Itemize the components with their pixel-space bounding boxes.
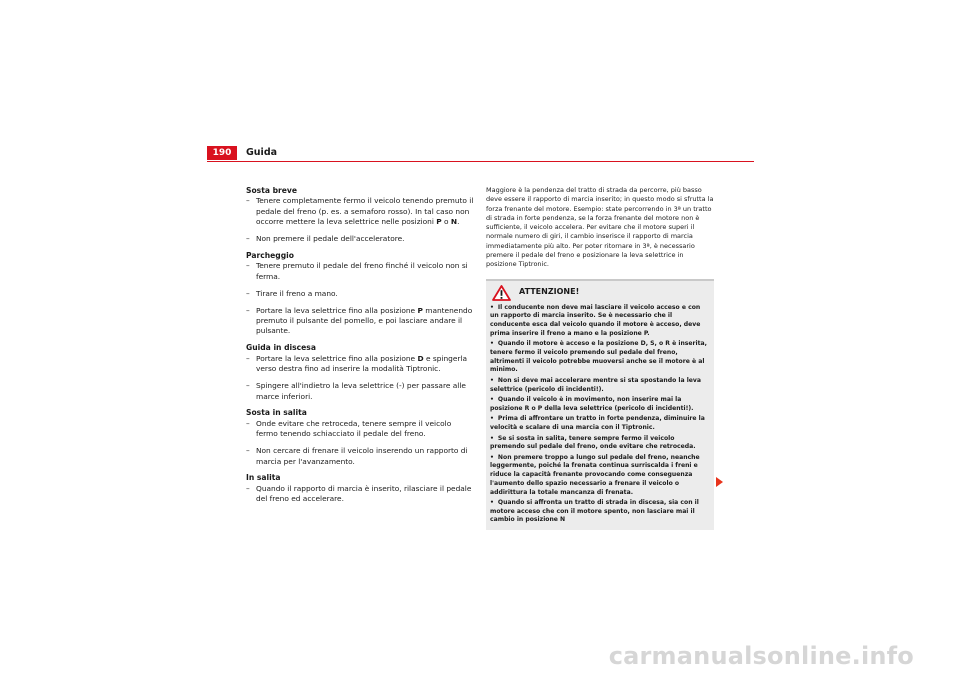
dash-bullet: –	[246, 446, 250, 456]
warning-item	[490, 499, 710, 525]
dash-bullet: –	[246, 483, 250, 493]
section-title: In salita	[246, 473, 281, 483]
item-text: Non premere il pedale dell'acceleratore.	[256, 234, 405, 244]
dash-bullet: –	[246, 234, 250, 244]
dash-bullet: –	[246, 196, 250, 206]
warning-item	[490, 304, 710, 339]
warning-item-text: Quando il veicolo è in movimento, non inserire mai la posizione R o P della leva selettrice (pericolo di incidenti!).	[490, 396, 694, 412]
warning-list	[490, 304, 710, 525]
warning-bullet: •	[490, 499, 494, 507]
list-item	[246, 289, 474, 299]
warning-title: ATTENZIONE!	[519, 287, 580, 297]
warning-bullet: •	[490, 415, 494, 423]
gear-key: D	[417, 353, 424, 363]
list-item	[246, 306, 474, 337]
header-rule	[207, 161, 754, 162]
item-text: mantenendo premuto il pulsante del pomello, e poi lasciare andare il pulsante.	[256, 305, 473, 336]
dash-bullet: –	[246, 418, 250, 428]
warning-item	[490, 435, 710, 452]
item-text: .	[457, 217, 460, 227]
warning-box	[486, 279, 714, 530]
dash-bullet: –	[246, 353, 250, 363]
warning-item-text: Il conducente non deve mai lasciare il veicolo acceso e con un rapporto di marcia inserito. Se è necessario che il conducente esca dal veicolo quando il motore è acceso, deve prima inserire il freno a mano e la posizione P.	[490, 303, 701, 337]
watermark-text: carmanualsonline.info	[608, 642, 914, 670]
section	[246, 473, 474, 504]
warning-item	[490, 340, 710, 375]
gear-key: P	[436, 217, 442, 227]
section	[246, 408, 474, 467]
warning-triangle-icon	[492, 285, 511, 301]
item-text: Portare la leva selettrice fino alla posizione	[256, 305, 418, 315]
gear-key: N	[450, 217, 458, 227]
item-text: Spingere all'indietro la leva selettrice (-) per passare alle marce inferiori.	[256, 381, 466, 401]
list-item	[246, 261, 474, 282]
warning-bullet: •	[490, 303, 494, 311]
right-column	[486, 186, 714, 530]
list-item	[246, 196, 474, 227]
item-text: Onde evitare che retroceda, tenere sempre il veicolo fermo tenendo schiacciato il pedale del freno.	[256, 418, 452, 439]
list-item	[246, 234, 474, 244]
dash-bullet: –	[246, 381, 250, 391]
item-text: Tenere completamente fermo il veicolo tenendo premuto il pedale del freno (p. es. a semaforo rosso). In tal caso non occorre mettere la leva selettrice nelle posizioni	[256, 196, 474, 227]
item-text: Tenere premuto il pedale del freno finché il veicolo non si ferma.	[256, 261, 468, 281]
continue-arrow-icon	[716, 477, 723, 487]
item-text: Non cercare di frenare il veicolo inserendo un rapporto di marcia per l'avanzamento.	[256, 446, 468, 466]
warning-bullet: •	[490, 376, 494, 384]
section	[246, 186, 474, 245]
warning-item	[490, 454, 710, 498]
intro-paragraph: Maggiore è la pendenza del tratto di strada da percorre, più basso deve essere il rapporto di marcia inserito; in questo modo si sfrutta la forza frenante del motore. Esempio: state percorrendo in 3ª un tratto di strada in forte pendenza, se la forza frenante del motore non è sufficiente, il veicolo accelera. Per evitare che il motore superi il normale numero di giri, il cambio inserisce il rapporto di marcia immediatamente più alto. Per poter ritornare in 3ª, è necessario premere il pedale del freno e posizionare la leva selettrice in posizione Tiptronic.	[486, 186, 714, 269]
section-title: Sosta breve	[246, 186, 298, 195]
item-text: Quando il rapporto di marcia è inserito, rilasciare il pedale del freno ed accelerare.	[256, 483, 472, 504]
item-text: o	[441, 217, 451, 227]
section-title: Guida in discesa	[246, 343, 316, 353]
warning-bullet: •	[490, 453, 494, 461]
section	[246, 251, 474, 337]
dash-bullet: –	[246, 288, 250, 298]
warning-item	[490, 415, 710, 432]
section	[246, 343, 474, 402]
gear-key: P	[417, 305, 423, 315]
warning-item	[490, 377, 710, 394]
warning-bullet: •	[490, 434, 494, 442]
warning-item-text: Quando il motore è acceso e la posizione D, S, o R è inserita, tenere fermo il veicolo premendo sul pedale del freno, altrimenti il veicolo potrebbe muoversi anche se il motore è al minimo.	[490, 340, 707, 374]
page-title: Guida	[246, 147, 278, 158]
warning-item-text: Non premere troppo a lungo sul pedale del freno, neanche leggermente, poiché la frenata continua surriscalda i freni e riduce la capacità frenante provocando come conseguenza l'aumento dello spazio necessario a frenare il veicolo o addirittura la totale mancanza di frenata.	[490, 453, 700, 496]
item-text: Portare la leva selettrice fino alla posizione	[256, 353, 418, 363]
warning-item-text: Prima di affrontare un tratto in forte pendenza, diminuire la velocità e scalare di una marcia con il Tiptronic.	[490, 415, 705, 431]
dash-bullet: –	[246, 261, 250, 271]
item-text: e spingerla verso destra fino ad inserire la modalità Tiptronic.	[256, 353, 467, 374]
dash-bullet: –	[246, 305, 250, 315]
warning-header	[492, 283, 710, 303]
warning-bullet: •	[490, 340, 494, 348]
list-item	[246, 419, 474, 440]
page-number: 190	[207, 146, 237, 160]
warning-item-text: Quando si affronta un tratto di strada in discesa, sia con il motore acceso che con il motore spento, non lasciare mai il cambio in posizione N	[490, 499, 699, 524]
warning-item	[490, 396, 710, 413]
warning-bullet: •	[490, 396, 494, 404]
list-item	[246, 446, 474, 467]
section-title: Parcheggio	[246, 251, 294, 261]
list-item	[246, 354, 474, 375]
watermark	[0, 642, 960, 670]
warning-item-text: Non si deve mai accelerare mentre si sta spostando la leva selettrice (pericolo di incidenti!).	[490, 376, 702, 393]
list-item	[246, 381, 474, 402]
list-item	[246, 484, 474, 505]
section-title: Sosta in salita	[246, 408, 307, 418]
warning-item-text: Se si sosta in salita, tenere sempre fermo il veicolo premendo sul pedale del freno, onde evitare che retroceda.	[490, 434, 696, 451]
left-column	[246, 186, 474, 511]
item-text: Tirare il freno a mano.	[256, 288, 338, 298]
